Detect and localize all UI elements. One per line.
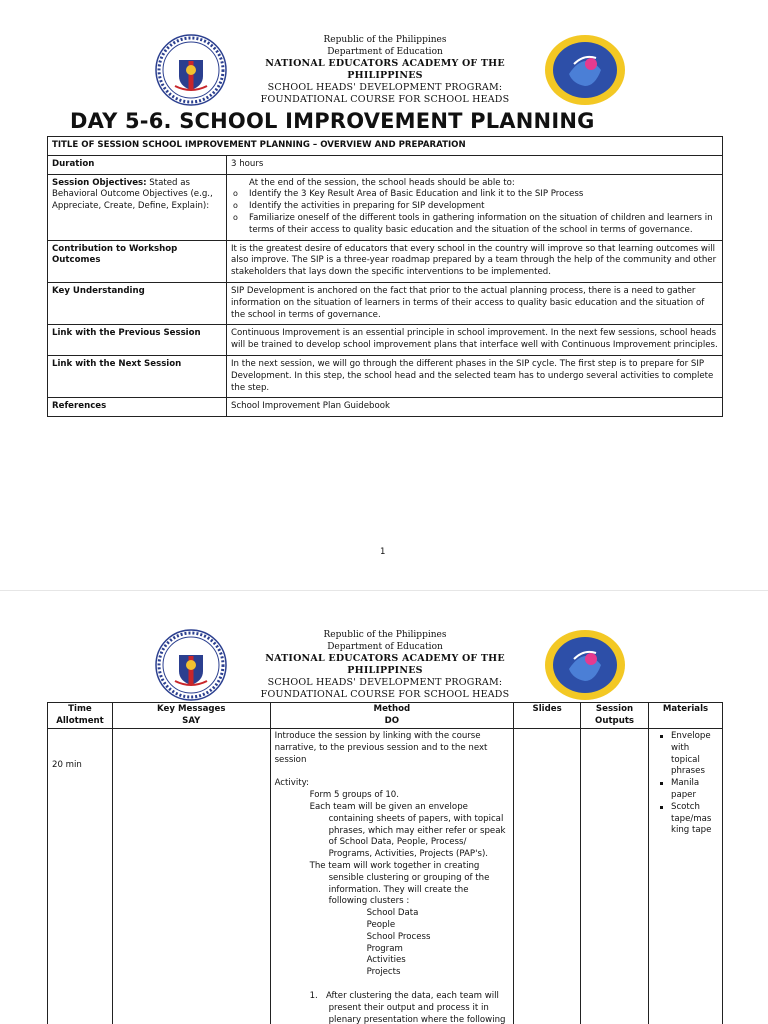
cluster-item: People <box>366 919 396 930</box>
header-text <box>230 34 540 106</box>
col-method-line1: Method <box>373 704 411 714</box>
col-slides: Slides <box>514 703 581 729</box>
slides-cell <box>514 729 581 1024</box>
objective-item: o Familiarize oneself of the different tools in gathering information on the situation of children and learners in terms of their access to quality basic education and the situation of the school in terms of governance. <box>231 213 718 237</box>
cluster-item: Projects <box>366 967 401 978</box>
table-row <box>48 174 723 240</box>
header-department: Department of Education <box>327 642 443 652</box>
cluster-item: School Process <box>366 931 431 942</box>
contribution-value: It is the greatest desire of educators that every school in the country will improve so that learning outcomes will also improve. The SIP is a three-year roadmap prepared by a team through the help of the community and other stakeholders that lays down the specific interventions to be implemented. <box>227 240 723 282</box>
method-cell <box>270 729 514 1024</box>
numbered-step <box>275 991 510 1024</box>
session-outputs-cell <box>581 729 649 1024</box>
objectives-label-note: Stated as Behavioral Outcome Objectives (e.g., Appreciate, Create, Define, Explain): <box>52 177 213 212</box>
table-row <box>48 729 723 1024</box>
neap-seal-icon <box>544 629 626 701</box>
cluster-item: Program <box>366 943 403 954</box>
header-academy: NATIONAL EDUCATORS ACADEMY OF THE PHILIPPINES <box>265 58 505 81</box>
col-session-outputs <box>581 703 649 729</box>
table-row <box>48 355 723 397</box>
col-outputs-line1: Session <box>595 704 634 714</box>
deped-seal-icon <box>155 34 227 106</box>
materials-cell <box>648 729 722 1024</box>
material-item: Envelope with topical phrases <box>653 731 718 778</box>
duration-value: 3 hours <box>227 155 723 174</box>
table-header-row <box>48 703 723 729</box>
time-value: 20 min <box>52 760 82 770</box>
time-cell <box>48 729 113 1024</box>
page-title: DAY 5-6. SCHOOL IMPROVEMENT PLANNING <box>70 109 595 133</box>
page-number: 1 <box>380 547 386 557</box>
method-step: Each team will be given an envelope containing sheets of papers, with topical phrases, which may either refer or speak of School Data, People, Process/ Programs, Activities, Projects (PAP's). <box>309 801 506 860</box>
objectives-label: Session Objectives: <box>52 177 147 188</box>
material-item: Manila paper <box>653 778 718 802</box>
header-republic: Republic of the Philippines <box>323 630 447 640</box>
session-info-table <box>47 136 723 417</box>
table-row <box>48 325 723 356</box>
references-value: School Improvement Plan Guidebook <box>227 398 723 417</box>
document-page-2 <box>0 590 768 1024</box>
page-header <box>0 30 768 110</box>
header-republic: Republic of the Philippines <box>323 35 447 45</box>
neap-seal-icon <box>544 34 626 106</box>
numbered-step-text: After clustering the data, each team will present their output and process it in plenary presentation where the following <box>325 990 506 1024</box>
col-key-line2: SAY <box>182 715 201 726</box>
key-messages-cell <box>112 729 270 1024</box>
col-time-allotment <box>48 703 113 729</box>
col-method <box>270 703 514 729</box>
header-program: SCHOOL HEADS' DEVELOPMENT PROGRAM: <box>267 677 503 688</box>
header-course: FOUNDATIONAL COURSE FOR SCHOOL HEADS <box>260 689 510 700</box>
next-session-label: Link with the Next Session <box>48 355 227 397</box>
previous-session-label: Link with the Previous Session <box>48 325 227 356</box>
objectives-label-cell <box>48 174 227 240</box>
header-academy: NATIONAL EDUCATORS ACADEMY OF THE PHILIPPINES <box>265 653 505 676</box>
deped-seal-icon <box>155 629 227 701</box>
col-time-line1: Time <box>68 704 92 714</box>
key-understanding-value: SIP Development is anchored on the fact that prior to the actual planning process, there is a need to gather information on the situation of learners in terms of their access to quality basic education and the situation of the school in terms of governance. <box>227 282 723 324</box>
objectives-list <box>231 189 718 236</box>
session-plan-table <box>47 702 723 1024</box>
objective-item: o Identify the 3 Key Result Area of Basic Education and link it to the SIP Process <box>231 189 718 201</box>
objectives-value-cell <box>227 174 723 240</box>
table-row <box>48 155 723 174</box>
session-title-cell: TITLE OF SESSION SCHOOL IMPROVEMENT PLANNING – OVERVIEW AND PREPARATION <box>48 137 723 156</box>
key-understanding-label: Key Understanding <box>48 282 227 324</box>
previous-session-value: Continuous Improvement is an essential principle in school improvement. In the next few sessions, school heads will be trained to develop school improvement plans that interface well with Continuous Improvement principles. <box>227 325 723 356</box>
objectives-intro: At the end of the session, the school heads should be able to: <box>249 177 515 188</box>
objective-item: o Identify the activities in preparing for SIP development <box>231 201 718 213</box>
col-materials: Materials <box>648 703 722 729</box>
col-method-line2: DO <box>384 715 400 726</box>
method-step: The team will work together in creating sensible clustering or grouping of the information. They will create the following clusters : <box>309 860 490 907</box>
method-activity-label: Activity: <box>274 778 309 789</box>
header-text <box>230 629 540 701</box>
references-label: References <box>48 398 227 417</box>
table-row <box>48 398 723 417</box>
col-key-messages <box>112 703 270 729</box>
page-header <box>0 625 768 705</box>
cluster-item: School Data <box>366 908 419 919</box>
table-row <box>48 240 723 282</box>
numbered-step-marker: 1. <box>309 990 318 1001</box>
table-row <box>48 137 723 156</box>
next-session-value: In the next session, we will go through the different phases in the SIP cycle. The first step is to prepare for SIP Development. In this step, the school head and the selected team has to undergo several activities to complete the step. <box>227 355 723 397</box>
col-outputs-line2: Outputs <box>595 715 635 726</box>
col-key-line1: Key Messages <box>157 704 226 714</box>
col-time-line2: Allotment <box>56 715 104 726</box>
header-department: Department of Education <box>327 47 443 57</box>
contribution-label: Contribution to Workshop Outcomes <box>48 240 227 282</box>
header-course: FOUNDATIONAL COURSE FOR SCHOOL HEADS <box>260 94 510 105</box>
method-intro: Introduce the session by linking with the course narrative, to the previous session and to the next session <box>274 731 488 765</box>
materials-list <box>653 731 718 837</box>
cluster-item: Activities <box>366 955 406 966</box>
duration-label: Duration <box>48 155 227 174</box>
method-step: Form 5 groups of 10. <box>309 790 400 801</box>
material-item: Scotch tape/mas king tape <box>653 802 718 837</box>
header-program: SCHOOL HEADS' DEVELOPMENT PROGRAM: <box>267 82 503 93</box>
table-row <box>48 282 723 324</box>
